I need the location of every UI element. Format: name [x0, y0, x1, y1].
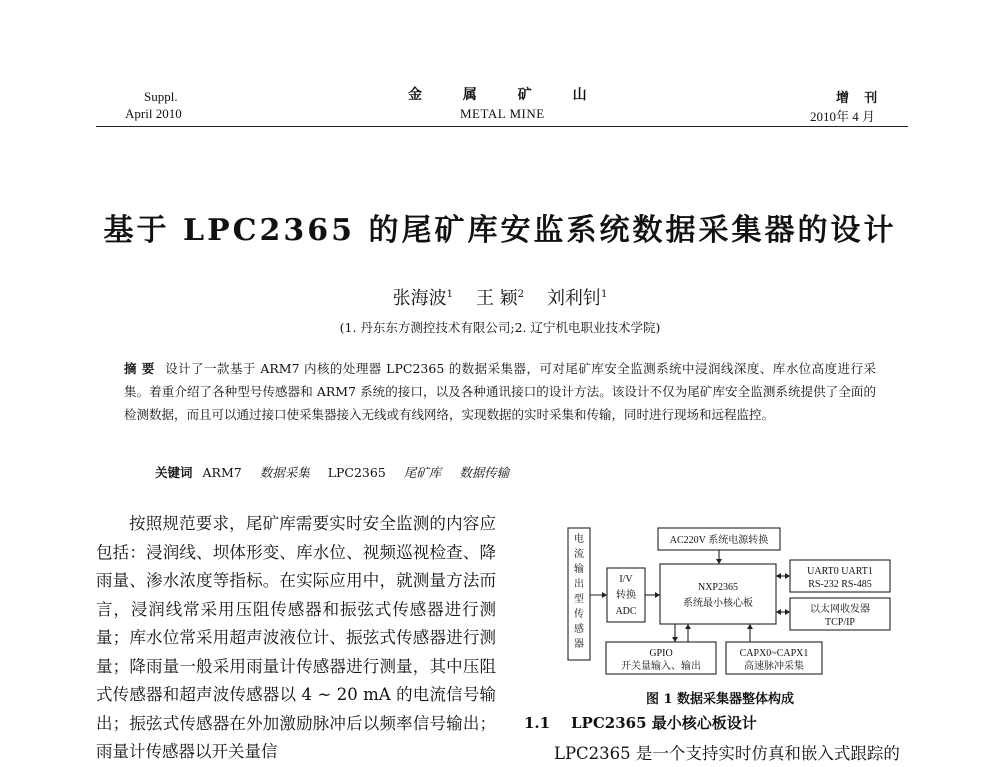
adc-box-label: 转换 [616, 590, 636, 601]
sensor-box-char: 电 [574, 534, 584, 545]
core-box-label: 系统最小核心板 [683, 598, 753, 609]
arrowhead [785, 609, 790, 615]
core-box-label: NXP2365 [697, 582, 739, 593]
sensor-box-char: 器 [574, 639, 584, 650]
section-title: LPC2365 最小核心板设计 [571, 714, 757, 732]
arrowhead [776, 573, 781, 579]
figure-caption: 图 1 数据采集器整体构成 [645, 692, 795, 707]
journal-supplement-cn: 增 刊 [836, 90, 884, 105]
arrowhead [672, 637, 678, 642]
arrowhead [655, 592, 660, 598]
abstract-text: 设计了一款基于 ARM7 内核的处理器 LPC2365 的数据采集器，可对尾矿库安全监测系统中浸润线深度、库水位高度进行采集。着重介绍了各种型号传感器和 ARM7 系统的接口，以及各种通讯接口的设计方法。该设计不仅为尾矿库安全监测系统提供了全面的检测数据，而且可以通过接口使采集器接入无线或有线网络，实现数据的实时采集和传输，同时进行现场和远程监控。 [124, 361, 876, 422]
section-number: 1.1 [524, 714, 551, 732]
abstract-label: 摘 要 [124, 361, 155, 376]
figure-1-block-diagram [560, 520, 900, 680]
affiliations: (1. 丹东东方测控技术有限公司;2. 辽宁机电职业技术学院) [339, 320, 661, 335]
uart-box-label: UART0 UART1 [807, 566, 873, 577]
arrowhead [785, 573, 790, 579]
keywords [155, 463, 523, 481]
sensor-box-char: 流 [574, 549, 584, 560]
core-box [660, 564, 776, 624]
journal-name-en: METAL MINE [460, 106, 545, 121]
author-affiliation-mark: 1 [446, 289, 454, 300]
body-text-right-column: LPC2365 是一个支持实时仿真和嵌入式跟踪的 [554, 744, 900, 763]
body-text-left-column [96, 510, 496, 767]
capture-box-label: CAPX0~CAPX1 [739, 648, 809, 659]
keyword: ARM7 [202, 465, 242, 480]
arrowhead [716, 559, 722, 564]
arrowhead [602, 592, 607, 598]
arrowhead [776, 609, 781, 615]
journal-issue-date-cn: 2010年 4 月 [810, 109, 876, 124]
keyword: 数据采集 [259, 465, 310, 480]
arrowhead [747, 624, 753, 629]
sensor-box-char: 传 [574, 609, 584, 620]
author-affiliation-mark: 2 [517, 289, 525, 300]
keywords-label: 关键词 [155, 465, 193, 480]
journal-name-cn: 金 属 矿 山 [408, 87, 605, 103]
capture-box-label: 高速脉冲采集 [744, 661, 804, 672]
gpio-box-label: 开关量输入、输出 [621, 661, 701, 672]
ethernet-box-label: TCP/IP [824, 617, 856, 628]
header-rule [96, 126, 908, 127]
section-heading [524, 712, 757, 733]
arrowhead [685, 624, 691, 629]
sensor-box-char: 型 [574, 594, 584, 605]
gpio-box-label: GPIO [649, 648, 673, 659]
keyword: 数据传输 [459, 465, 510, 480]
paper-title: 基于 LPC2365 的尾矿库安监系统数据采集器的设计 [103, 213, 897, 248]
author-list [0, 284, 1000, 310]
adc-box-label: I/V [619, 574, 633, 585]
ethernet-box-label: 以太网收发器 [810, 604, 870, 615]
keyword: LPC2365 [327, 465, 386, 480]
sensor-box-char: 感 [574, 624, 584, 635]
abstract [124, 357, 876, 426]
body-paragraph: 按照规范要求，尾矿库需要实时安全监测的内容应包括：浸润线、坝体形变、库水位、视频巡视检查、降雨量、渗水浓度等指标。在实际应用中，就测量方法而言，浸润线常采用压阻传感器和振弦式传感器进行测量；库水位常采用超声波液位计、振弦式传感器进行测量；降雨量一般采用雨量计传感器进行测量，其中压阻式传感器和超声波传感器以 4 ~ 20 mA 的电流信号输出；振弦式传感器在外加激励脉冲后以频率信号输出；雨量计传感器以开关量信 [96, 514, 496, 761]
block-diagram-svg [560, 520, 900, 680]
journal-supplement-label: Suppl. [144, 89, 178, 104]
journal-issue-date-en: April 2010 [125, 106, 182, 121]
power-box-label: AC220V 系统电源转换 [669, 535, 769, 546]
author-affiliation-mark: 1 [600, 289, 608, 300]
adc-box-label: ADC [615, 606, 637, 617]
author-name: 王 颖 [475, 288, 518, 309]
sensor-box-char: 出 [574, 579, 584, 590]
uart-box-label: RS-232 RS-485 [808, 579, 872, 590]
sensor-box-char: 输 [574, 564, 584, 575]
author-name: 刘利钊 [546, 288, 601, 309]
keyword: 尾矿库 [403, 465, 442, 480]
author-name: 张海波 [392, 288, 447, 309]
